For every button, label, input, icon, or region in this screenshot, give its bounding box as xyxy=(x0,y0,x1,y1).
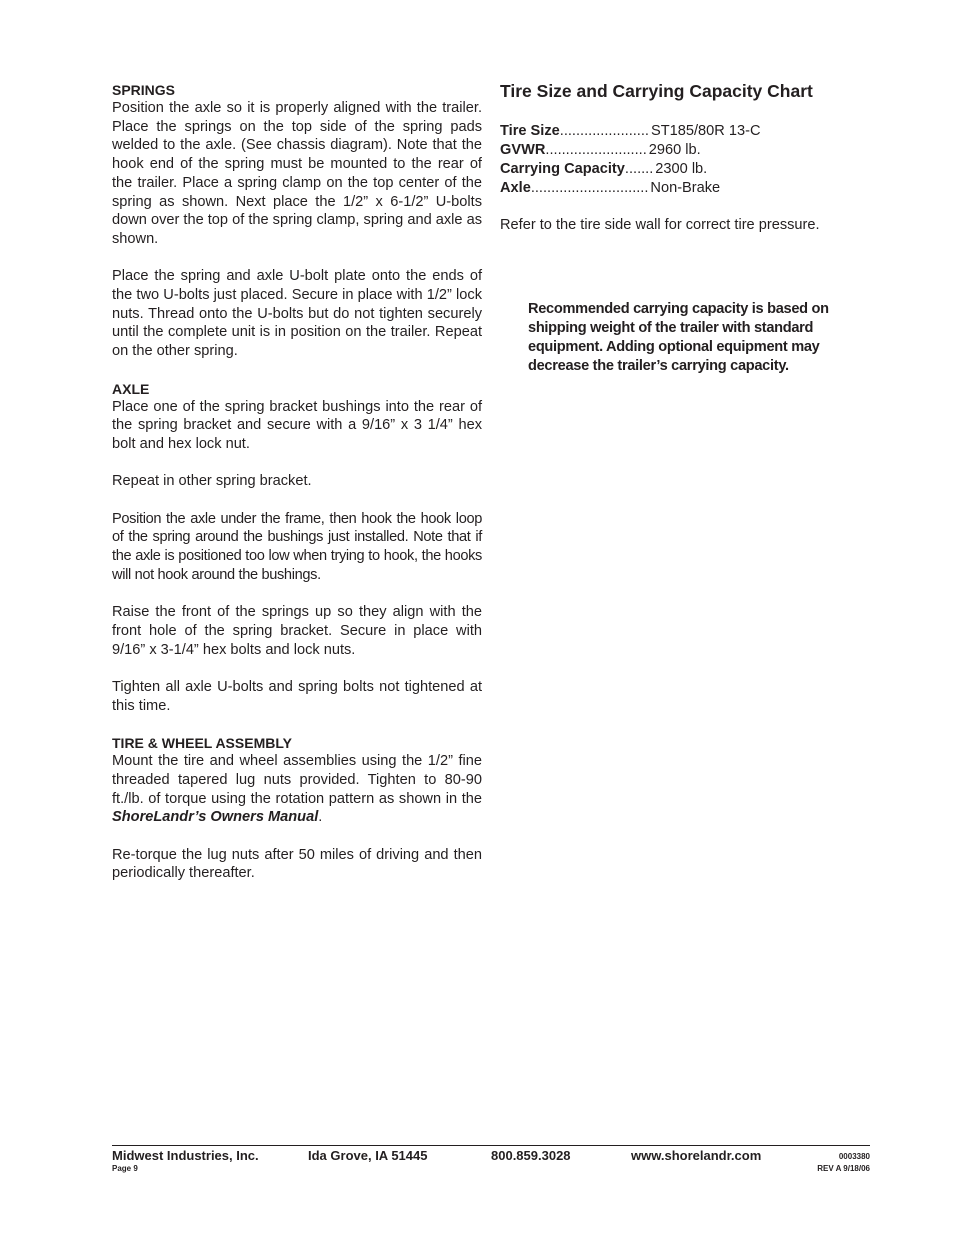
axle-paragraph-3: Position the axle under the frame, then hook the hook loop of the spring around the bushings just installed. Note that if the axle is positioned too low when trying to hook, the hooks will not hook around the bushings. xyxy=(112,510,482,583)
spec-label: Carrying Capacity xyxy=(500,161,625,177)
footer-page-number: Page 9 xyxy=(112,1164,138,1173)
left-column xyxy=(112,81,482,883)
spec-label: Axle xyxy=(500,180,531,196)
footer-phone: 800.859.3028 xyxy=(491,1148,571,1163)
spec-leader-dots: ...................... xyxy=(559,123,649,139)
spec-label: GVWR xyxy=(500,142,546,158)
spec-value: ST185/80R 13-C xyxy=(650,123,761,139)
footer-revision: REV A 9/18/06 xyxy=(817,1164,870,1173)
spec-row-gvwr xyxy=(500,141,845,160)
footer-city: Ida Grove, IA 51445 xyxy=(308,1148,428,1163)
tire-paragraph-2: Re-torque the lug nuts after 50 miles of driving and then periodically thereafter. xyxy=(112,846,482,882)
springs-paragraph-1: Position the axle so it is properly aligned with the trailer. Place the springs on the top side of the spring pads welded to the axle. (See chassis diagram). Note that the hook end of the spring must be mounted to the rear of the trailer. Place a spring clamp on the top center of the spring as shown. Next place the 1/2” x 6-1/2” U-bolts down over the top of the spring clamp, spring and axle as shown. xyxy=(112,100,482,247)
capacity-notice: Recommended carrying capacity is based on shipping weight of the trailer with standard equipment. Adding optional equipment may decrease the trailer’s carrying capacity. xyxy=(528,301,829,374)
tire-paragraph-1-end: . xyxy=(318,809,323,826)
spec-row-axle xyxy=(500,179,845,198)
tire-paragraph-1-text: Mount the tire and wheel assemblies using the 1/2” fine threaded tapered lug nuts provided. Tighten to 80-90 ft./lb. of torque using the rotation pattern as shown in the xyxy=(112,753,482,807)
footer-website: www.shorelandr.com xyxy=(631,1148,762,1163)
spec-value: 2300 lb. xyxy=(655,161,708,177)
spec-value: 2960 lb. xyxy=(648,142,701,158)
footer-company: Midwest Industries, Inc. xyxy=(112,1148,259,1163)
axle-heading: AXLE xyxy=(112,380,150,397)
spec-leader-dots: ............................. xyxy=(530,180,649,196)
right-column xyxy=(500,80,845,235)
tire-pressure-note: Refer to the tire side wall for correct tire pressure. xyxy=(500,217,820,233)
springs-heading: SPRINGS xyxy=(112,82,176,98)
spec-label: Tire Size xyxy=(500,123,560,139)
tire-wheel-heading: TIRE & WHEEL ASSEMBLY xyxy=(112,735,292,752)
tire-paragraph-1 xyxy=(112,752,482,827)
page-footer xyxy=(112,1145,870,1173)
footer-doc-number: 0003380 xyxy=(838,1152,870,1161)
owners-manual-reference: ShoreLandr’s Owners Manual xyxy=(112,809,319,826)
capacity-chart-title: Tire Size and Carrying Capacity Chart xyxy=(500,81,813,101)
spec-row-carrying-capacity xyxy=(500,160,845,179)
capacity-spec-list xyxy=(500,122,845,198)
spec-value: Non-Brake xyxy=(650,180,721,196)
spec-row-tire-size xyxy=(500,122,845,141)
spec-leader-dots: ......................... xyxy=(545,142,647,158)
axle-paragraph-5: Tighten all axle U-bolts and spring bolts not tightened at this time. xyxy=(112,679,482,714)
springs-paragraph-2: Place the spring and axle U-bolt plate onto the ends of the two U-bolts just placed. Secure in place with 1/2” lock nuts. Thread onto the U-bolts but do not tighten securely until the complete unit is in position on the trailer. Repeat on the other spring. xyxy=(112,268,482,360)
axle-paragraph-1: Place one of the spring bracket bushings into the rear of the spring bracket and secure with a 9/16” x 3 1/4” hex bolt and hex lock nut. xyxy=(112,398,482,452)
axle-paragraph-2: Repeat in other spring bracket. xyxy=(112,473,312,490)
axle-paragraph-4: Raise the front of the springs up so they align with the front hole of the spring bracket. Secure in place with 9/16” x 3-1/4” hex bolts and lock nuts. xyxy=(112,604,482,658)
spec-leader-dots: ....... xyxy=(624,161,654,177)
